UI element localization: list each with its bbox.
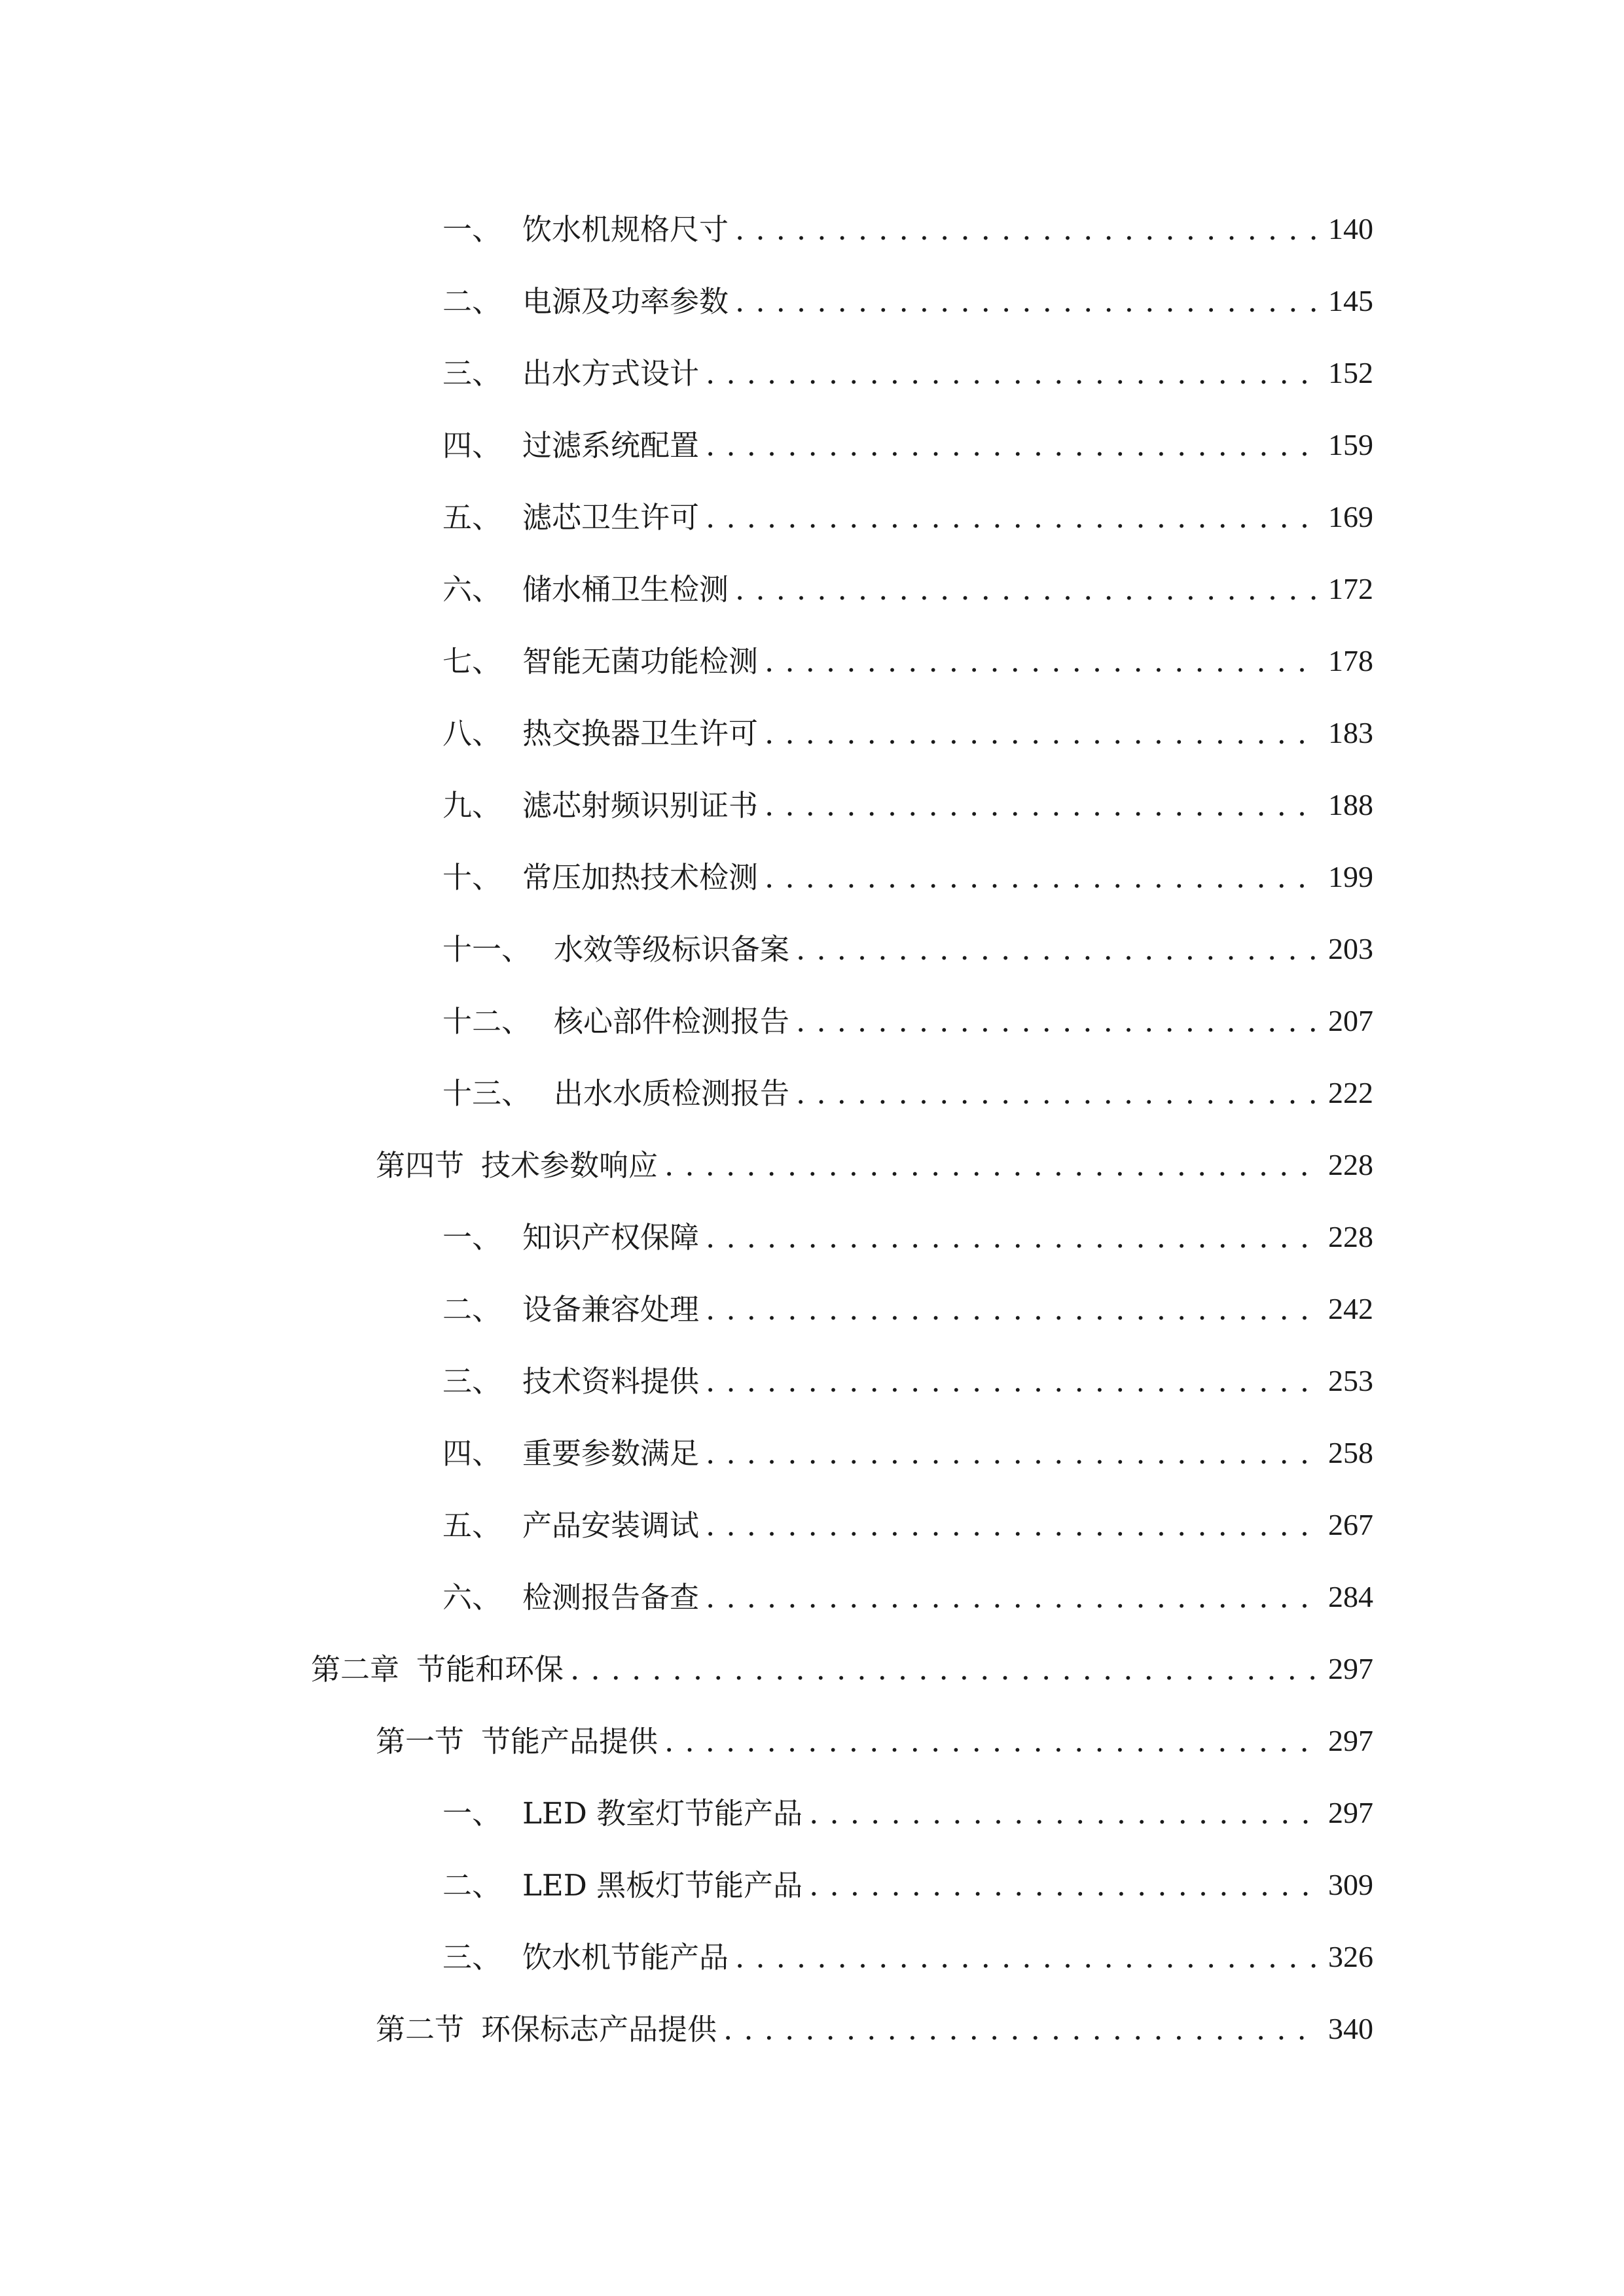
- toc-entry-number: 四、: [442, 427, 502, 463]
- toc-entry-number: 第二节: [376, 2011, 465, 2047]
- toc-entry-title: 出水水质检测报告: [554, 1075, 790, 1111]
- toc-entry-number: 一、: [442, 1219, 502, 1255]
- toc-entry-number: 十、: [442, 859, 502, 895]
- toc-entry-number: 三、: [442, 1939, 502, 1975]
- toc-entry-title: 储水桶卫生检测: [522, 571, 729, 607]
- dot-leader: [664, 1151, 1319, 1180]
- toc-entry-page: 242: [1328, 1292, 1373, 1325]
- dot-leader: [664, 1727, 1319, 1756]
- dot-leader: [706, 1439, 1319, 1468]
- toc-entry[interactable]: [442, 913, 1373, 985]
- dot-leader: [765, 791, 1319, 820]
- toc-entry-title: 过滤系统配置: [522, 427, 700, 463]
- dot-leader: [809, 1799, 1319, 1828]
- toc-entry[interactable]: [442, 1561, 1373, 1633]
- toc-entry-number: 八、: [442, 715, 502, 751]
- toc-entry-title: 技术资料提供: [522, 1363, 700, 1399]
- toc-entry-page: 297: [1328, 1652, 1373, 1685]
- toc-entry-title: 检测报告备查: [522, 1579, 700, 1615]
- toc-entry-title: 常压加热技术检测: [522, 859, 759, 895]
- toc-entry-title: 水效等级标识备案: [554, 931, 790, 967]
- toc-entry-number: 二、: [442, 1867, 502, 1903]
- toc-entry-page: 228: [1328, 1148, 1373, 1181]
- dot-leader: [706, 1583, 1319, 1612]
- dot-leader: [706, 431, 1319, 460]
- toc-entry[interactable]: [442, 625, 1373, 697]
- toc-entry-page: 207: [1328, 1004, 1373, 1037]
- toc-entry-page: 199: [1328, 860, 1373, 893]
- dot-leader: [706, 1223, 1319, 1252]
- toc-entry-title: 重要参数满足: [522, 1435, 700, 1471]
- toc-entry-page: 203: [1328, 932, 1373, 965]
- toc-entry[interactable]: [442, 1057, 1373, 1129]
- toc-entry-title: 饮水机节能产品: [522, 1939, 729, 1975]
- toc-entry-title: 知识产权保障: [522, 1219, 700, 1255]
- toc-entry-number: 第一节: [376, 1723, 465, 1759]
- toc-entry-page: 253: [1328, 1364, 1373, 1397]
- toc-entry-title: 环保标志产品提供: [481, 2011, 717, 2047]
- toc-entry-number: 二、: [442, 283, 502, 319]
- toc-section-entry[interactable]: [376, 1705, 1373, 1777]
- toc-entry[interactable]: [442, 841, 1373, 913]
- toc-entry[interactable]: [442, 1417, 1373, 1489]
- dot-leader: [765, 647, 1319, 676]
- toc-entry[interactable]: [442, 193, 1373, 265]
- toc-entry-number: 九、: [442, 787, 502, 823]
- toc-entry[interactable]: [442, 1777, 1373, 1849]
- toc-entry-page: 152: [1328, 356, 1373, 389]
- toc-entry[interactable]: [442, 481, 1373, 553]
- dot-leader: [706, 1511, 1319, 1540]
- toc-entry-title: 滤芯射频识别证书: [522, 787, 759, 823]
- toc-entry-page: 172: [1328, 572, 1373, 605]
- toc-entry-page: 159: [1328, 428, 1373, 461]
- toc-entry[interactable]: [442, 1273, 1373, 1345]
- toc-entry-number: 四、: [442, 1435, 502, 1471]
- toc-entry-number: 六、: [442, 1579, 502, 1615]
- toc-entry-page: 222: [1328, 1076, 1373, 1109]
- toc-entry-title: 电源及功率参数: [522, 283, 729, 319]
- toc-entry[interactable]: [442, 1201, 1373, 1273]
- dot-leader: [706, 1295, 1319, 1324]
- toc-entry-title: 智能无菌功能检测: [522, 643, 759, 679]
- toc-entry-number: 二、: [442, 1291, 502, 1327]
- toc-entry-number: 十三、: [442, 1075, 532, 1111]
- toc-entry-page: 169: [1328, 500, 1373, 533]
- toc-entry-title: 设备兼容处理: [522, 1291, 700, 1327]
- toc-entry-number: 三、: [442, 355, 502, 391]
- toc-entry-number: 第四节: [376, 1147, 465, 1183]
- toc-entry-page: 228: [1328, 1220, 1373, 1253]
- toc-entry-number: 五、: [442, 499, 502, 535]
- toc-entry-number: 一、: [442, 1795, 502, 1831]
- toc-entry-title: LED 黑板灯节能产品: [522, 1867, 803, 1903]
- dot-leader: [735, 215, 1319, 244]
- toc-entry[interactable]: [442, 1921, 1373, 1993]
- dot-leader: [723, 2015, 1319, 2044]
- dot-leader: [735, 1943, 1319, 1972]
- dot-leader: [765, 719, 1319, 748]
- dot-leader: [765, 863, 1319, 892]
- toc-entry-page: 258: [1328, 1436, 1373, 1469]
- toc-entry-title: 饮水机规格尺寸: [522, 211, 729, 247]
- toc-entry-title: 节能产品提供: [481, 1723, 659, 1759]
- toc-entry-page: 140: [1328, 212, 1373, 245]
- dot-leader: [796, 1079, 1319, 1108]
- toc-entry[interactable]: [442, 697, 1373, 769]
- toc-entry-page: 309: [1328, 1868, 1373, 1901]
- toc-entry-number: 十二、: [442, 1003, 532, 1039]
- toc-entry-page: 297: [1328, 1724, 1373, 1757]
- toc-entry-title: 核心部件检测报告: [554, 1003, 790, 1039]
- dot-leader: [796, 935, 1319, 964]
- dot-leader: [735, 575, 1319, 604]
- toc-entry-page: 145: [1328, 284, 1373, 317]
- toc-entry-title: 滤芯卫生许可: [522, 499, 700, 535]
- toc-section-entry[interactable]: [376, 1129, 1373, 1201]
- toc-entry[interactable]: [442, 553, 1373, 625]
- toc-entry[interactable]: [442, 1345, 1373, 1417]
- toc-entry-page: 297: [1328, 1796, 1373, 1829]
- toc-entry-number: 六、: [442, 571, 502, 607]
- toc-section-entry[interactable]: [376, 1993, 1373, 2065]
- dot-leader: [706, 1367, 1319, 1396]
- toc-entry[interactable]: [442, 337, 1373, 409]
- toc-entry[interactable]: [442, 265, 1373, 337]
- toc-entry-page: 183: [1328, 716, 1373, 749]
- toc-entry-number: 第二章: [311, 1651, 400, 1687]
- toc-entry-page: 284: [1328, 1580, 1373, 1613]
- toc-entry[interactable]: [442, 1849, 1373, 1921]
- dot-leader: [735, 287, 1319, 316]
- dot-leader: [706, 359, 1319, 388]
- toc-entry-page: 188: [1328, 788, 1373, 821]
- toc-entry[interactable]: [442, 409, 1373, 481]
- toc-entry-page: 267: [1328, 1508, 1373, 1541]
- toc-entry-title: 热交换器卫生许可: [522, 715, 759, 751]
- dot-leader: [809, 1871, 1319, 1900]
- toc-entry[interactable]: [442, 1489, 1373, 1561]
- toc-entry-number: 七、: [442, 643, 502, 679]
- toc-entry-title: LED 教室灯节能产品: [522, 1795, 803, 1831]
- dot-leader: [706, 503, 1319, 532]
- toc-entry-title: 技术参数响应: [481, 1147, 659, 1183]
- toc-chapter-entry[interactable]: [311, 1633, 1373, 1705]
- toc-entry-number: 五、: [442, 1507, 502, 1543]
- toc-entry[interactable]: [442, 985, 1373, 1057]
- toc-entry[interactable]: [442, 769, 1373, 841]
- toc-entry-number: 三、: [442, 1363, 502, 1399]
- toc-entry-page: 178: [1328, 644, 1373, 677]
- toc-entry-number: 一、: [442, 211, 502, 247]
- dot-leader: [570, 1655, 1319, 1684]
- toc-entry-page: 326: [1328, 1940, 1373, 1973]
- toc-entry-page: 340: [1328, 2012, 1373, 2045]
- dot-leader: [796, 1007, 1319, 1036]
- toc-entry-number: 十一、: [442, 931, 532, 967]
- toc-entry-title: 产品安装调试: [522, 1507, 700, 1543]
- toc-entry-title: 节能和环保: [416, 1651, 564, 1687]
- toc-entry-title: 出水方式设计: [522, 355, 700, 391]
